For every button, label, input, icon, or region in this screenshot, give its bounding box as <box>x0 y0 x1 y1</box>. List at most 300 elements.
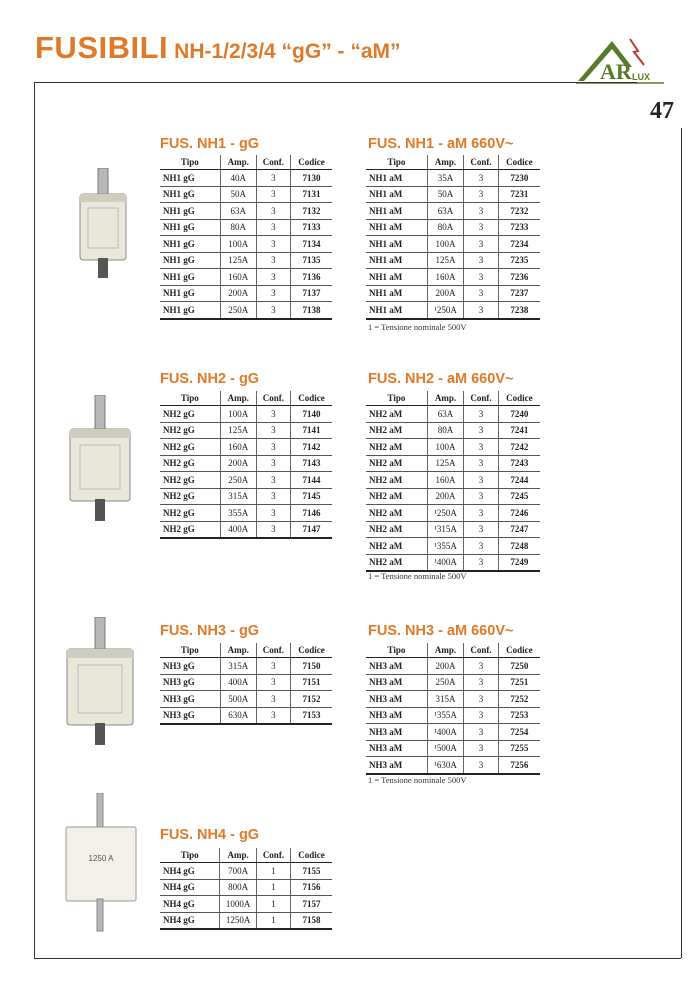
column-header: Codice <box>498 391 540 406</box>
table-cell-amp: 63A <box>427 406 463 423</box>
table-cell-cod: 7254 <box>498 724 540 741</box>
section-title: FUS. NH3 - gG <box>160 623 260 639</box>
table-row <box>160 674 332 691</box>
table-row <box>366 505 540 522</box>
table-cell-tipo: NH1 aM <box>366 269 427 286</box>
column-header: Tipo <box>366 155 427 170</box>
table-cell-cod: 7147 <box>291 521 333 538</box>
table-row <box>366 269 540 286</box>
table-row <box>160 896 332 913</box>
section-title: FUS. NH1 - gG <box>160 136 260 152</box>
table-cell-cod: 7135 <box>291 252 333 269</box>
column-header: Tipo <box>160 155 220 170</box>
table-row <box>366 488 540 505</box>
table-row <box>160 439 332 456</box>
table-cell-conf: 3 <box>464 285 498 302</box>
table-header-row <box>366 643 540 658</box>
table-cell-conf: 3 <box>256 658 290 675</box>
table-cell-cod: 7246 <box>498 505 540 522</box>
table-cell-cod: 7146 <box>291 505 333 522</box>
table-cell-tipo: NH1 aM <box>366 285 427 302</box>
table-cell-tipo: NH2 gG <box>160 422 220 439</box>
table-cell-cod: 7133 <box>291 219 333 236</box>
table-cell-tipo: NH2 gG <box>160 472 220 489</box>
table-cell-amp: 125A <box>220 422 256 439</box>
table-cell-amp: 125A <box>427 252 463 269</box>
table-row <box>366 674 540 691</box>
table-cell-cod: 7238 <box>498 302 540 319</box>
table-cell-cod: 7242 <box>498 439 540 456</box>
table-row <box>366 740 540 757</box>
table-cell-amp: 160A <box>220 439 256 456</box>
table-row <box>160 488 332 505</box>
table-row <box>160 521 332 538</box>
table-cell-conf: 3 <box>464 707 498 724</box>
table-cell-amp: 315A <box>220 488 256 505</box>
table-cell-tipo: NH1 aM <box>366 186 427 203</box>
table-row <box>160 170 332 187</box>
table-cell-cod: 7150 <box>291 658 333 675</box>
table-cell-amp: 160A <box>427 269 463 286</box>
column-header: Amp. <box>427 155 463 170</box>
table-cell-tipo: NH1 aM <box>366 252 427 269</box>
column-header: Codice <box>498 643 540 658</box>
table-cell-amp: 40A <box>220 170 256 187</box>
table-cell-conf: 3 <box>256 236 290 253</box>
section-title: FUS. NH3 - aM 660V~ <box>368 623 514 639</box>
table-row <box>366 724 540 741</box>
column-header: Conf. <box>256 848 290 863</box>
column-header: Codice <box>498 155 540 170</box>
table-cell-cod: 7138 <box>291 302 333 319</box>
table-cell-conf: 3 <box>256 488 290 505</box>
table-row <box>366 186 540 203</box>
table-cell-conf: 3 <box>464 219 498 236</box>
table-cell-cod: 7132 <box>291 203 333 220</box>
table-cell-cod: 7136 <box>291 269 333 286</box>
table-cell-conf: 3 <box>464 521 498 538</box>
column-header: Amp. <box>220 391 256 406</box>
table-cell-amp: ¹400A <box>427 554 463 571</box>
table-cell-tipo: NH3 aM <box>366 757 427 774</box>
table-cell-cod: 7236 <box>498 269 540 286</box>
table-cell-tipo: NH1 gG <box>160 285 220 302</box>
table-cell-tipo: NH2 gG <box>160 439 220 456</box>
table-row <box>160 219 332 236</box>
column-header: Tipo <box>160 643 220 658</box>
nh3-gg-table <box>160 643 332 725</box>
table-row <box>366 439 540 456</box>
table-cell-cod: 7252 <box>498 691 540 708</box>
table-row <box>366 691 540 708</box>
table-cell-conf: 1 <box>256 896 290 913</box>
table-cell-tipo: NH3 gG <box>160 691 220 708</box>
table-cell-conf: 3 <box>464 724 498 741</box>
table-row <box>366 422 540 439</box>
table-cell-conf: 3 <box>256 674 290 691</box>
table-cell-tipo: NH3 aM <box>366 674 427 691</box>
nh3-am-table <box>366 643 540 775</box>
table-header-row <box>160 391 332 406</box>
column-header: Codice <box>291 391 333 406</box>
table-cell-amp: 315A <box>220 658 256 675</box>
table-cell-amp: ¹630A <box>427 757 463 774</box>
table-row <box>366 554 540 571</box>
table-cell-cod: 7153 <box>291 707 333 724</box>
table-cell-cod: 7134 <box>291 236 333 253</box>
nh4-fuse-label: 1250 A <box>88 854 114 863</box>
table-cell-cod: 7251 <box>498 674 540 691</box>
table-cell-amp: ¹355A <box>427 707 463 724</box>
frame-line <box>34 82 35 958</box>
table-cell-amp: 160A <box>427 472 463 489</box>
table-cell-conf: 3 <box>256 186 290 203</box>
table-cell-tipo: NH2 gG <box>160 488 220 505</box>
table-cell-amp: ¹315A <box>427 521 463 538</box>
table-cell-tipo: NH3 gG <box>160 658 220 675</box>
table-row <box>366 236 540 253</box>
section-title: FUS. NH2 - aM 660V~ <box>368 371 514 387</box>
footnote: 1 = Tensione nominale 500V <box>368 322 467 332</box>
table-cell-cod: 7144 <box>291 472 333 489</box>
table-cell-cod: 7241 <box>498 422 540 439</box>
table-cell-amp: ¹400A <box>427 724 463 741</box>
table-row <box>160 203 332 220</box>
table-row <box>366 707 540 724</box>
table-cell-amp: 100A <box>427 439 463 456</box>
table-header-row <box>160 155 332 170</box>
table-cell-tipo: NH2 aM <box>366 521 427 538</box>
table-cell-amp: 50A <box>220 186 256 203</box>
table-cell-cod: 7235 <box>498 252 540 269</box>
table-cell-cod: 7230 <box>498 170 540 187</box>
table-cell-amp: 200A <box>220 455 256 472</box>
table-cell-amp: ¹500A <box>427 740 463 757</box>
table-cell-amp: 200A <box>220 285 256 302</box>
table-cell-conf: 3 <box>256 422 290 439</box>
table-cell-cod: 7141 <box>291 422 333 439</box>
table-cell-conf: 1 <box>256 912 290 929</box>
table-cell-amp: 100A <box>220 236 256 253</box>
table-cell-conf: 3 <box>464 252 498 269</box>
table-cell-amp: 400A <box>220 674 256 691</box>
table-cell-conf: 3 <box>256 203 290 220</box>
table-cell-amp: 400A <box>220 521 256 538</box>
table-cell-tipo: NH3 aM <box>366 740 427 757</box>
table-cell-cod: 7156 <box>291 879 332 896</box>
table-row <box>160 472 332 489</box>
table-row <box>160 658 332 675</box>
table-cell-amp: 125A <box>220 252 256 269</box>
table-cell-tipo: NH2 aM <box>366 439 427 456</box>
column-header: Conf. <box>464 391 498 406</box>
table-cell-conf: 3 <box>256 455 290 472</box>
table-cell-conf: 3 <box>464 554 498 571</box>
table-cell-conf: 3 <box>256 285 290 302</box>
column-header: Amp. <box>220 155 256 170</box>
table-cell-amp: 200A <box>427 658 463 675</box>
table-cell-amp: 100A <box>220 406 256 423</box>
table-cell-tipo: NH1 aM <box>366 203 427 220</box>
table-cell-tipo: NH2 aM <box>366 538 427 555</box>
table-row <box>160 406 332 423</box>
table-row <box>366 302 540 319</box>
nh4-gg-table <box>160 848 332 930</box>
table-cell-cod: 7249 <box>498 554 540 571</box>
table-cell-tipo: NH2 aM <box>366 554 427 571</box>
table-cell-amp: 80A <box>220 219 256 236</box>
frame-line <box>34 958 681 959</box>
table-cell-conf: 3 <box>464 740 498 757</box>
footnote: 1 = Tensione nominale 500V <box>368 775 467 785</box>
table-cell-tipo: NH2 aM <box>366 488 427 505</box>
table-cell-tipo: NH3 aM <box>366 691 427 708</box>
table-cell-amp: 63A <box>427 203 463 220</box>
table-cell-tipo: NH1 gG <box>160 203 220 220</box>
table-cell-tipo: NH4 gG <box>160 912 220 929</box>
table-cell-cod: 7158 <box>291 912 332 929</box>
table-cell-cod: 7152 <box>291 691 333 708</box>
table-cell-amp: 80A <box>427 219 463 236</box>
table-cell-amp: ¹355A <box>427 538 463 555</box>
table-cell-amp: 250A <box>427 674 463 691</box>
table-header-row <box>366 391 540 406</box>
table-cell-cod: 7240 <box>498 406 540 423</box>
table-row <box>366 219 540 236</box>
table-cell-conf: 3 <box>256 691 290 708</box>
table-cell-cod: 7243 <box>498 455 540 472</box>
table-cell-tipo: NH2 gG <box>160 521 220 538</box>
table-row <box>160 252 332 269</box>
table-cell-conf: 1 <box>256 863 290 880</box>
table-cell-tipo: NH3 gG <box>160 707 220 724</box>
table-cell-conf: 3 <box>256 505 290 522</box>
table-cell-tipo: NH1 gG <box>160 186 220 203</box>
table-cell-tipo: NH1 gG <box>160 302 220 319</box>
table-cell-conf: 3 <box>464 691 498 708</box>
table-row <box>160 707 332 724</box>
table-cell-tipo: NH1 gG <box>160 219 220 236</box>
table-cell-tipo: NH1 aM <box>366 170 427 187</box>
table-cell-tipo: NH3 aM <box>366 707 427 724</box>
nh2-gg-table <box>160 391 332 539</box>
table-cell-tipo: NH3 aM <box>366 658 427 675</box>
table-row <box>366 252 540 269</box>
table-cell-amp: 250A <box>220 472 256 489</box>
table-cell-conf: 3 <box>256 219 290 236</box>
table-cell-cod: 7145 <box>291 488 333 505</box>
table-cell-cod: 7231 <box>498 186 540 203</box>
column-header: Conf. <box>464 155 498 170</box>
column-header: Amp. <box>427 391 463 406</box>
nh1-am-table <box>366 155 540 320</box>
table-cell-tipo: NH2 aM <box>366 422 427 439</box>
page-title <box>35 30 401 66</box>
table-row <box>366 538 540 555</box>
section-title: FUS. NH2 - gG <box>160 371 260 387</box>
table-cell-amp: 80A <box>427 422 463 439</box>
frame-line <box>681 128 682 958</box>
table-cell-conf: 3 <box>464 302 498 319</box>
table-row <box>366 285 540 302</box>
table-cell-amp: ¹250A <box>427 302 463 319</box>
column-header: Tipo <box>366 391 427 406</box>
table-cell-amp: 35A <box>427 170 463 187</box>
table-cell-cod: 7157 <box>291 896 332 913</box>
table-cell-cod: 7137 <box>291 285 333 302</box>
table-cell-tipo: NH3 aM <box>366 724 427 741</box>
column-header: Tipo <box>366 643 427 658</box>
table-row <box>366 170 540 187</box>
table-cell-tipo: NH1 aM <box>366 236 427 253</box>
table-cell-cod: 7256 <box>498 757 540 774</box>
table-cell-conf: 3 <box>464 538 498 555</box>
footnote: 1 = Tensione nominale 500V <box>368 571 467 581</box>
table-cell-tipo: NH1 gG <box>160 170 220 187</box>
table-cell-conf: 3 <box>256 406 290 423</box>
table-row <box>366 521 540 538</box>
table-cell-amp: 200A <box>427 285 463 302</box>
table-row <box>160 285 332 302</box>
column-header: Codice <box>291 155 333 170</box>
table-cell-conf: 3 <box>464 170 498 187</box>
table-cell-amp: 200A <box>427 488 463 505</box>
table-cell-amp: 125A <box>427 455 463 472</box>
table-cell-conf: 3 <box>464 658 498 675</box>
table-row <box>160 302 332 319</box>
table-cell-tipo: NH3 gG <box>160 674 220 691</box>
table-cell-conf: 3 <box>464 236 498 253</box>
frame-line <box>34 82 637 83</box>
table-cell-cod: 7247 <box>498 521 540 538</box>
table-cell-conf: 3 <box>256 707 290 724</box>
column-header: Tipo <box>160 848 220 863</box>
table-header-row <box>160 848 332 863</box>
column-header: Conf. <box>256 155 290 170</box>
table-cell-cod: 7245 <box>498 488 540 505</box>
column-header: Amp. <box>220 643 256 658</box>
table-cell-conf: 3 <box>256 521 290 538</box>
table-cell-cod: 7131 <box>291 186 333 203</box>
table-cell-conf: 3 <box>464 422 498 439</box>
table-cell-tipo: NH4 gG <box>160 863 220 880</box>
table-cell-tipo: NH1 gG <box>160 236 220 253</box>
table-cell-conf: 3 <box>464 472 498 489</box>
column-header: Conf. <box>464 643 498 658</box>
column-header: Conf. <box>256 391 290 406</box>
table-cell-cod: 7248 <box>498 538 540 555</box>
table-row <box>160 863 332 880</box>
table-row <box>160 422 332 439</box>
table-cell-tipo: NH4 gG <box>160 879 220 896</box>
table-row <box>160 691 332 708</box>
table-cell-tipo: NH2 gG <box>160 406 220 423</box>
table-cell-conf: 3 <box>464 406 498 423</box>
title-sub: NH-1/2/3/4 “gG” - “aM” <box>174 40 401 63</box>
table-cell-conf: 3 <box>256 170 290 187</box>
table-cell-amp: 63A <box>220 203 256 220</box>
column-header: Codice <box>291 643 333 658</box>
table-cell-conf: 3 <box>464 505 498 522</box>
table-cell-cod: 7232 <box>498 203 540 220</box>
logo-text: LUX <box>632 72 650 82</box>
table-row <box>366 455 540 472</box>
table-cell-cod: 7142 <box>291 439 333 456</box>
table-cell-amp: 800A <box>220 879 256 896</box>
table-cell-amp: 100A <box>427 236 463 253</box>
column-header: Codice <box>291 848 332 863</box>
table-cell-conf: 3 <box>256 439 290 456</box>
table-row <box>160 269 332 286</box>
table-cell-amp: 50A <box>427 186 463 203</box>
table-row <box>160 186 332 203</box>
table-cell-amp: ¹250A <box>427 505 463 522</box>
table-cell-conf: 3 <box>256 269 290 286</box>
table-cell-amp: 700A <box>220 863 256 880</box>
nh1-fuse-image <box>72 168 134 280</box>
column-header: Amp. <box>220 848 256 863</box>
table-cell-tipo: NH2 aM <box>366 472 427 489</box>
table-cell-cod: 7130 <box>291 170 333 187</box>
table-row <box>160 455 332 472</box>
table-cell-tipo: NH2 aM <box>366 505 427 522</box>
table-cell-amp: 355A <box>220 505 256 522</box>
table-cell-conf: 3 <box>464 439 498 456</box>
table-cell-conf: 3 <box>464 186 498 203</box>
nh4-fuse-image <box>62 793 140 933</box>
table-cell-tipo: NH2 gG <box>160 455 220 472</box>
nh1-gg-table <box>160 155 332 320</box>
table-row <box>160 879 332 896</box>
table-cell-conf: 3 <box>464 757 498 774</box>
table-row <box>366 472 540 489</box>
table-row <box>366 757 540 774</box>
table-cell-amp: 160A <box>220 269 256 286</box>
table-cell-cod: 7151 <box>291 674 333 691</box>
title-main: FUSIBILI <box>35 30 169 65</box>
nh3-fuse-image <box>62 617 138 745</box>
table-header-row <box>366 155 540 170</box>
table-cell-conf: 3 <box>464 674 498 691</box>
table-cell-cod: 7253 <box>498 707 540 724</box>
table-row <box>366 658 540 675</box>
table-cell-cod: 7255 <box>498 740 540 757</box>
column-header: Conf. <box>256 643 290 658</box>
table-cell-conf: 3 <box>256 302 290 319</box>
column-header: Tipo <box>160 391 220 406</box>
table-row <box>160 912 332 929</box>
table-cell-amp: 315A <box>427 691 463 708</box>
table-cell-conf: 3 <box>464 203 498 220</box>
table-cell-tipo: NH2 aM <box>366 455 427 472</box>
table-cell-tipo: NH1 gG <box>160 269 220 286</box>
table-cell-amp: 1250A <box>220 912 256 929</box>
table-cell-tipo: NH4 gG <box>160 896 220 913</box>
table-row <box>160 505 332 522</box>
table-cell-amp: 1000A <box>220 896 256 913</box>
table-row <box>160 236 332 253</box>
nh2-am-table <box>366 391 540 572</box>
table-row <box>366 406 540 423</box>
table-cell-cod: 7244 <box>498 472 540 489</box>
table-cell-conf: 3 <box>256 252 290 269</box>
table-cell-tipo: NH2 aM <box>366 406 427 423</box>
table-row <box>366 203 540 220</box>
table-cell-tipo: NH1 gG <box>160 252 220 269</box>
table-cell-tipo: NH1 aM <box>366 219 427 236</box>
table-cell-conf: 3 <box>256 472 290 489</box>
table-cell-conf: 3 <box>464 269 498 286</box>
